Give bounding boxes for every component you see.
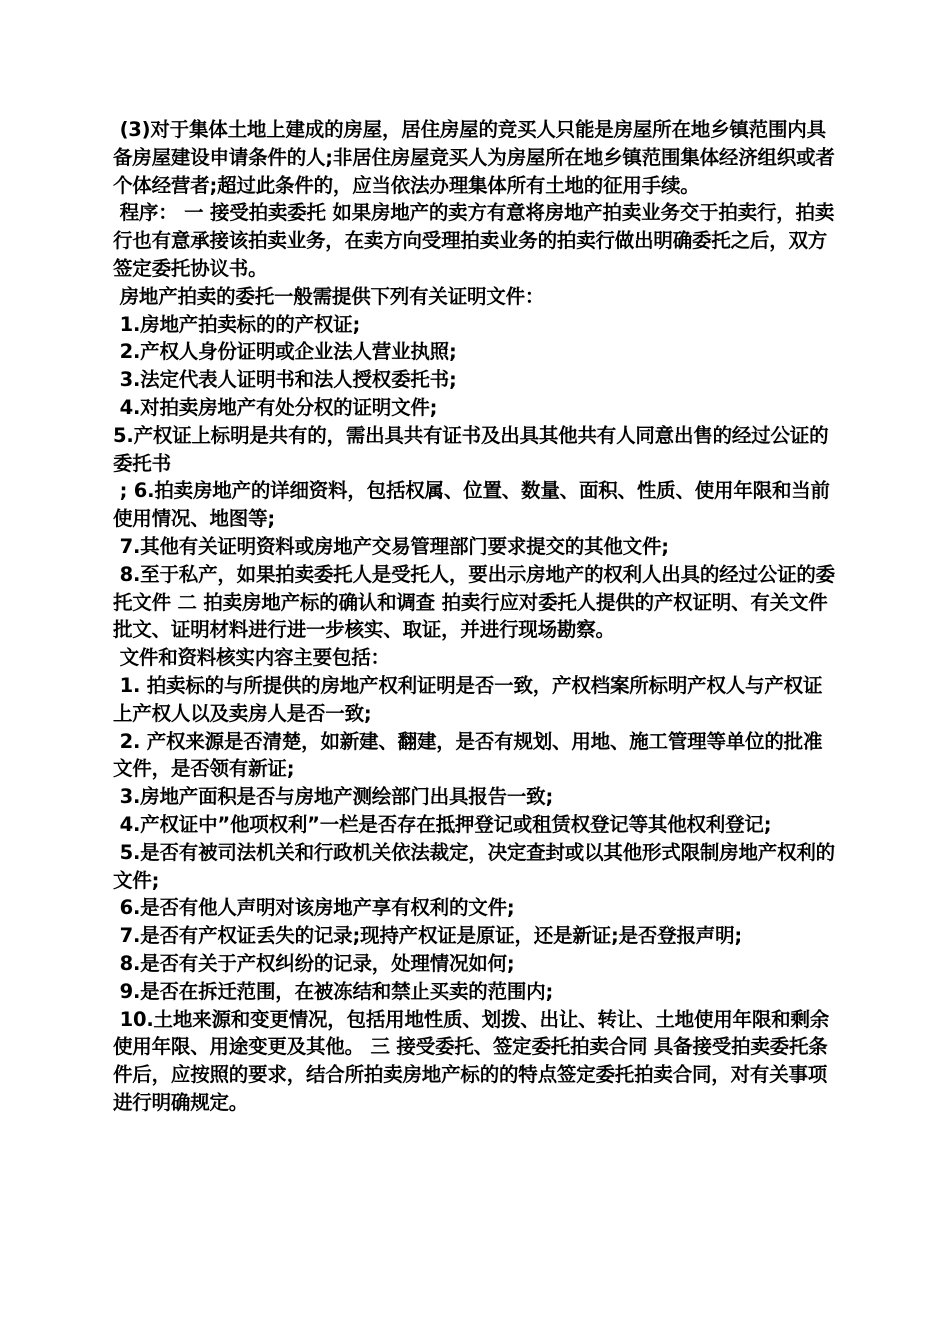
paragraph-required-documents-heading: 房地产拍卖的委托一般需提供下列有关证明文件： xyxy=(113,284,545,308)
list-item-document-6: ; 6.拍卖房地产的详细资料，包括权属、位置、数量、面积、性质、使用年限和当前使用情况、地图等; xyxy=(113,479,830,531)
list-item-document-1: 1.房地产拍卖标的的产权证; xyxy=(113,312,361,336)
list-item-document-7: 7.其他有关证明资料或房地产交易管理部门要求提交的其他文件; xyxy=(113,534,669,558)
list-item-document-4: 4.对拍卖房地产有处分权的证明文件; xyxy=(113,395,438,419)
list-item-verification-5: 5.是否有被司法机关和行政机关依法裁定，决定查封或以其他形式限制房地产权利的文件; xyxy=(113,840,835,892)
list-item-document-3: 3.法定代表人证明书和法人授权委托书; xyxy=(113,368,457,392)
list-item-verification-1: 1. 拍卖标的与所提供的房地产权利证明是否一致，产权档案所标明产权人与产权证上产权人以及卖房人是否一致; xyxy=(113,673,823,725)
list-item-verification-10: 10.土地来源和变更情况，包括用地性质、划拨、出让、转让、土地使用年限和剩余使用年限、用途变更及其他。 三 接受委托、签定委托拍卖合同 具备接受拍卖委托条件后，应按照的要求，结合所拍卖房地产标的的特点签定委托拍卖合同，对有关事项进行明确规定。 xyxy=(113,1007,830,1114)
list-item-verification-3: 3.房地产面积是否与房地产测绘部门出具报告一致; xyxy=(113,785,554,809)
list-item-verification-4: 4.产权证中”他项权利”一栏是否存在抵押登记或租赁权登记等其他权利登记; xyxy=(113,812,772,836)
list-item-verification-2: 2. 产权来源是否清楚，如新建、翻建，是否有规划、用地、施工管理等单位的批准文件，是否领有新证; xyxy=(113,729,823,781)
list-item-verification-8: 8.是否有关于产权纠纷的记录，处理情况如何; xyxy=(113,951,515,975)
list-item-verification-7: 7.是否有产权证丢失的记录;现持产权证是原证，还是新证;是否登报声明; xyxy=(113,924,742,948)
list-item-verification-6: 6.是否有他人声明对该房地产享有权利的文件; xyxy=(113,896,515,920)
list-item-document-8: 8.至于私产，如果拍卖委托人是受托人，要出示房地产的权利人出具的经过公证的委托文件 二 拍卖房地产标的确认和调查 拍卖行应对委托人提供的产权证明、有关文件批文、证明材料进行进一步核实、取证，并进行现场勘察。 xyxy=(113,562,835,642)
paragraph-procedure-step-1: 程序： 一 接受拍卖委托 如果房地产的卖方有意将房地产拍卖业务交于拍卖行，拍卖行也有意承接该拍卖业务，在卖方向受理拍卖业务的拍卖行做出明确委托之后，双方签定委托协议书。 xyxy=(113,201,835,280)
document-body xyxy=(113,116,835,1117)
paragraph-collective-land: (3)对于集体土地上建成的房屋，居住房屋的竞买人只能是房屋所在地乡镇范围内具备房屋建设申请条件的人;非居住房屋竞买人为房屋所在地乡镇范围集体经济组织或者个体经营者;超过此条件的，应当依法办理集体所有土地的征用手续。 xyxy=(113,118,835,197)
paragraph-verification-heading: 文件和资料核实内容主要包括： xyxy=(113,646,390,670)
list-item-verification-9: 9.是否在拆迁范围，在被冻结和禁止买卖的范围内; xyxy=(113,979,554,1003)
list-item-document-5: 5.产权证上标明是共有的，需出具共有证书及出具其他共有人同意出售的经过公证的委托书 xyxy=(113,423,829,475)
list-item-document-2: 2.产权人身份证明或企业法人营业执照; xyxy=(113,340,457,364)
